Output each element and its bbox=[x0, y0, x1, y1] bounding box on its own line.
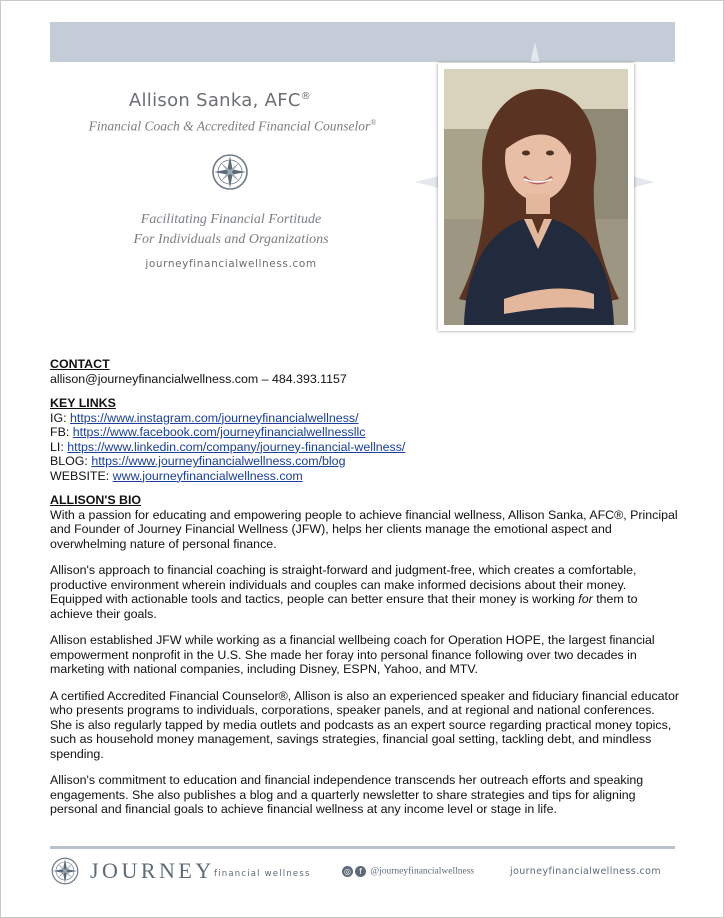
facebook-link[interactable]: https://www.facebook.com/journeyfinancialwellnessllc bbox=[72, 425, 366, 439]
document-body bbox=[50, 357, 680, 829]
footer-divider bbox=[50, 846, 675, 849]
link-row-fb: FB: https://www.facebook.com/journeyfinancialwellnessllc bbox=[50, 425, 366, 439]
instagram-icon[interactable]: ◎ bbox=[342, 866, 353, 877]
footer-brand-sub: financial wellness bbox=[214, 869, 311, 879]
footer bbox=[50, 852, 675, 892]
linkedin-link[interactable]: https://www.linkedin.com/company/journey-financial-wellness/ bbox=[67, 439, 406, 454]
header-website[interactable]: journeyfinancialwellness.com bbox=[145, 258, 317, 270]
website-link[interactable]: www.journeyfinancialwellness.com bbox=[112, 468, 303, 483]
bio-paragraph-4: A certified Accredited Financial Counselor®, Allison is also an experienced speaker and fiduciary financial educator who presents programs to individuals, corporations, speaker panels, and at regional and national conferences. She is also regularly tapped by media outlets and podcasts as an expert source regarding practical money topics, such as household money management, savings strategies, financial goal setting, tackling debt, and mindless spending. bbox=[50, 688, 680, 761]
bio-heading: ALLISON'S BIO bbox=[50, 493, 142, 507]
facebook-icon[interactable]: f bbox=[355, 866, 366, 877]
footer-social-handle: @journeyfinancialwellness bbox=[370, 866, 475, 877]
link-row-li: LI: https://www.linkedin.com/company/journey-financial-wellness/ bbox=[50, 439, 406, 454]
footer-compass-icon bbox=[50, 856, 80, 886]
footer-website[interactable]: journeyfinancialwellness.com bbox=[510, 866, 662, 877]
key-links-heading: KEY LINKS bbox=[50, 396, 116, 410]
profile-photo bbox=[444, 69, 628, 325]
link-row-blog: BLOG: https://www.journeyfinancialwellness.com/blog bbox=[50, 454, 346, 468]
contact-heading: CONTACT bbox=[50, 357, 110, 371]
contact-line: allison@journeyfinancialwellness.com – 484.393.1157 bbox=[50, 371, 347, 386]
link-row-ig: IG: https://www.instagram.com/journeyfinancialwellness/ bbox=[50, 410, 359, 425]
bio-paragraph-1: With a passion for educating and empowering people to achieve financial wellness, Allison Sanka, AFC®, Principal and Founder of Journey Financial Wellness (JFW), helps her clients manage the emotional aspect and overwhelming nature of personal finance. bbox=[50, 507, 678, 551]
footer-social[interactable] bbox=[342, 866, 474, 877]
bio-paragraph-5: Allison's commitment to education and financial independence transcends her outreach efforts and speaking engagements. She also publishes a blog and a quarterly newsletter to share strategies and tips for aligning personal and financial goals to achieve financial wellness at any income level or stage in life. bbox=[50, 773, 644, 816]
profile-subtitle: Financial Coach & Accredited Financial Counselor® bbox=[88, 118, 377, 134]
profile-name: Allison Sanka, AFC® bbox=[128, 90, 312, 111]
bio-paragraph-3: Allison established JFW while working as a financial wellbeing coach for Operation HOPE, the largest financial empowerment nonprofit in the U.S. She made her foray into personal finance following over two decades in marketing with national companies, including Disney, ESPN, Yahoo, and MTV. bbox=[50, 633, 655, 676]
instagram-link[interactable]: https://www.instagram.com/journeyfinancialwellness/ bbox=[69, 410, 359, 425]
profile-photo-frame bbox=[438, 63, 634, 331]
footer-brand: JOURNEY bbox=[90, 858, 215, 883]
link-row-website: WEBSITE: www.journeyfinancialwellness.com bbox=[50, 468, 303, 483]
compass-logo-icon bbox=[210, 152, 250, 192]
blog-link[interactable]: https://www.journeyfinancialwellness.com/blog bbox=[91, 454, 346, 468]
bio-paragraph-2: Allison's approach to financial coaching is straight-forward and judgment-free, which creates a comfortable, productive environment wherein individuals and couples can make informed decisions about their money. Equipped with actionable tools and tactics, people can better ensure that their money is working for them to achieve their goals. bbox=[50, 563, 638, 621]
tagline: Facilitating Financial Fortitude For Individuals and Organizations bbox=[133, 212, 329, 247]
